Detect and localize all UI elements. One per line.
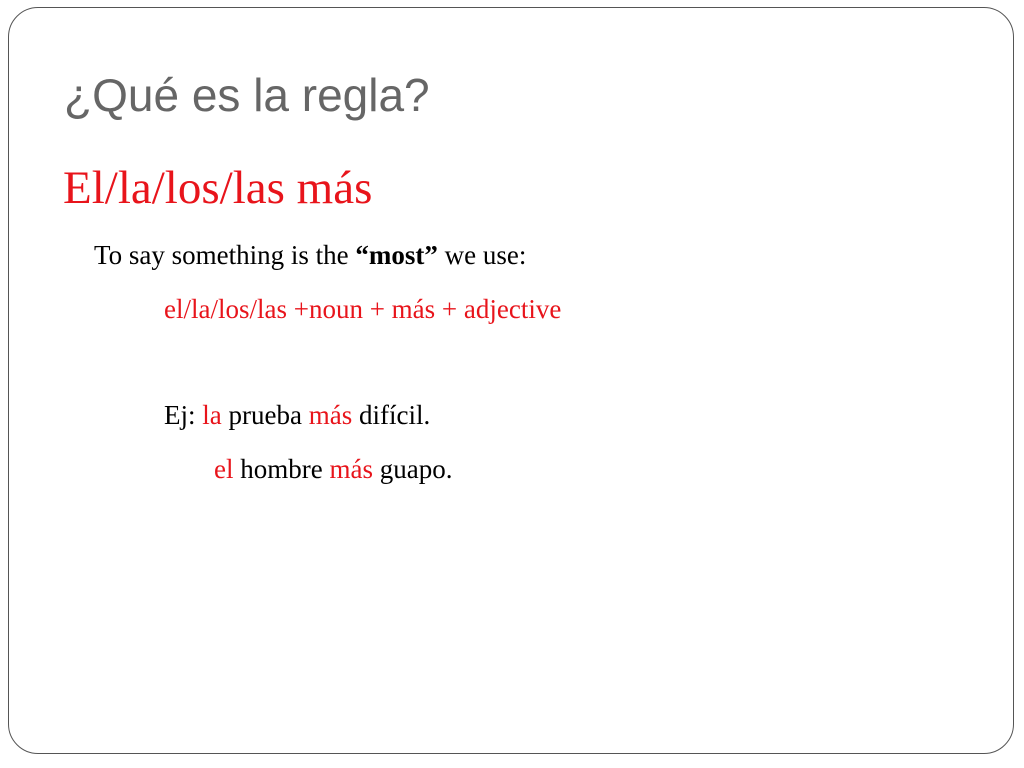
example-2-noun: hombre	[233, 454, 330, 484]
slide-title: ¿Qué es la regla?	[64, 69, 430, 121]
example-1-mas: más	[308, 400, 353, 430]
example-line-1	[164, 398, 430, 432]
intro-line	[94, 238, 526, 272]
example-2-article: el	[214, 454, 234, 484]
example-1-adjective: difícil.	[352, 400, 431, 430]
example-2-adjective: guapo.	[372, 454, 453, 484]
example-line-2	[214, 452, 452, 486]
example-label: Ej:	[164, 400, 203, 430]
slide-frame	[8, 7, 1014, 754]
intro-emphasis: “most”	[355, 240, 438, 270]
intro-text-before: To say something is the	[94, 240, 356, 270]
rule-formula: el/la/los/las +noun + más + adjective	[164, 294, 562, 324]
example-2-mas: más	[329, 454, 373, 484]
example-1-noun: prueba	[221, 400, 309, 430]
intro-text-after: we use:	[437, 240, 527, 270]
slide-subtitle: El/la/los/las más	[63, 162, 373, 214]
example-1-article: la	[202, 400, 222, 430]
